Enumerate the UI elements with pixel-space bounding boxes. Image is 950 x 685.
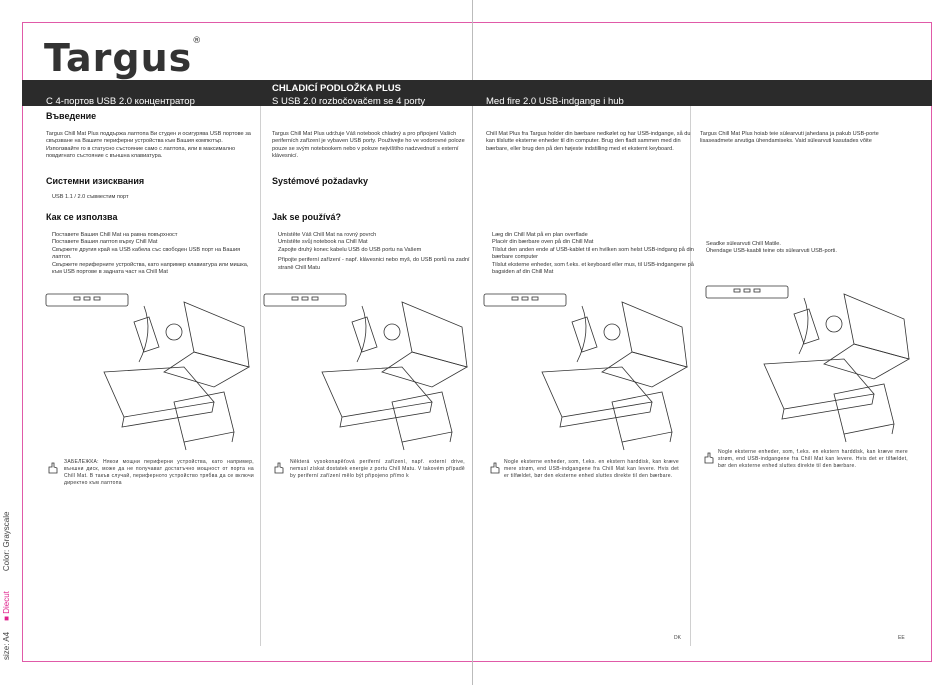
- cz-intro-text: Targus Chill Mat Plus udržuje Váš notebook chladný a pro připojení Vašich periferních zařízení je vybaven USB porty. Použivejte ho ve vodorovné poloze pouze se svým notebookem nebo v poloze nejvíštího nadzvednutí s externí klávesnicí.: [272, 131, 465, 160]
- ee-note: Nogle eksterne enheder, som, f.eks. en ekstern harddisk, kan kræve mere strøm, end USB-indgangene fra Chill Mat kan levere. Hvis det er tilfældet, bør den eksterne enhed sluttes direkte til den bærbare.: [718, 449, 908, 469]
- cz-note: Některá vysokonapěťová periferní zařízení, např. externí drive, nemusí získat dostatek energie z portu Chill Matu. V takovém případě by periferní zařízení mělo být připojeno přímo k: [290, 459, 465, 479]
- bg-use-list: Поставете Вашия Chill Mat на равна повърхност Поставете Вашия лаптоп върху Chill Mat Свържете другия край на USB кабела със свободен USB порт на Вашия лаптоп. Свържете периферните устройства, като например клавиатура или мишка, към USB портове в задната част на Chill Mat: [52, 232, 249, 276]
- cz-use-title: Jak se používá?: [272, 212, 342, 222]
- bg-intro-text: Targus Chill Mat Plus поддържа лаптопа Ви студен и осигурява USB портове за свързване на Вашите периферни устройства към Вашия компютър. Използвайте го в статусно състояние само с лаптопа, или в максимално повдигнато състояние с външна клавиатура.: [46, 131, 251, 160]
- bg-note: ЗАБЕЛЕЖКА: Някои мощни периферни устройства, като например, външни диск, може да не получават достатъчно мощност от порта на Chill Mat. В такъв случай, периферното устройство трябва да се включи директно към лаптопа: [64, 459, 254, 486]
- cz-use-list: Umístěte Váš Chill Mat na rovný povrch Umístěte svůj notebook na Chill Mat Zapojte druhý konec kabelu USB do USB portu na Vašem Připojte periferní zařízení - např. klávesnici nebo myš, do USB portů na zadní straně Chill Matu: [278, 232, 470, 271]
- bg-req-title: Системни изисквания: [46, 176, 145, 186]
- bg-req-text: USB 1.1 / 2.0 съвместим порт: [52, 194, 129, 200]
- ee-intro-text: Targus Chill Mat Plus hoiab teie sülearvuti jahedana ja pakub USB-porte lisaseadmete arvutiga ühendamiseks. Vaid sülearvuti kasutades võite: [700, 131, 879, 145]
- page-number-dk: DK: [674, 635, 681, 641]
- bg-setup-illustration: [44, 292, 259, 452]
- cz-req-title: Systémové požadavky: [272, 176, 369, 186]
- trim-line-bottom: [22, 661, 932, 662]
- ee-use-list: Seadke sülearvuti Chill Matile. Ühendage USB-kaabli teine ots sülearvuti USB-porti.: [706, 241, 837, 255]
- page-number-ee: EE: [898, 635, 905, 641]
- print-spec-sidebar: size: A4 ■ Diecut Color: Grayscale: [2, 511, 11, 660]
- dk-note: Nogle eksterne enheder, som, f.eks. en ekstern harddisk, kan kræve mere strøm, end USB-indgangene fra Chill Mat kan levere. Hvis det er tilfældet, bør den eksterne enhed sluttes direkte til den bærbare.: [504, 459, 679, 479]
- header-col1: С 4-портов USB 2.0 концентратор: [46, 96, 195, 107]
- trim-line-left: [22, 22, 23, 662]
- hand-pointer-icon: [272, 461, 286, 475]
- hand-pointer-icon: [46, 461, 60, 475]
- dk-intro-text: Chill Mat Plus fra Targus holder din bærbare nedkølet og har USB-indgange, så du kan tilslutte eksterne enheder til din computer. Brug den fladt sammen med din bærbare, eller brug den på den højeste indstilling med et eksternt keyboard.: [486, 131, 691, 152]
- hand-pointer-icon: [702, 451, 716, 465]
- ee-setup-illustration: [704, 284, 919, 444]
- header-col2-title: CHLADICÍ PODLOŽKA PLUS: [272, 83, 401, 94]
- header-col2-subtitle: S USB 2.0 rozbočovačem se 4 porty: [272, 96, 426, 107]
- hand-pointer-icon: [488, 461, 502, 475]
- trim-line-top: [22, 22, 932, 23]
- dk-use-list: Læg din Chill Mat på en plan overflade Placér din bærbare oven på din Chill Mat Tilslut den anden ende af USB-kablet til en hvilken som helst USB-indgang på din bærbare computer Tilslut eksterne enheder, som f.eks. et keyboard eller mus, til USB-indgangene på bagsiden af din Chill Mat: [492, 232, 694, 276]
- bg-intro-title: Въведение: [46, 111, 97, 121]
- bg-use-title: Как се използва: [46, 212, 118, 222]
- dk-setup-illustration: [482, 292, 697, 452]
- trim-line-right: [931, 22, 932, 662]
- cz-setup-illustration: [262, 292, 477, 452]
- header-col3: Med fire 2.0 USB-indgange i hub: [486, 96, 624, 107]
- targus-logo: Targus®: [44, 36, 203, 80]
